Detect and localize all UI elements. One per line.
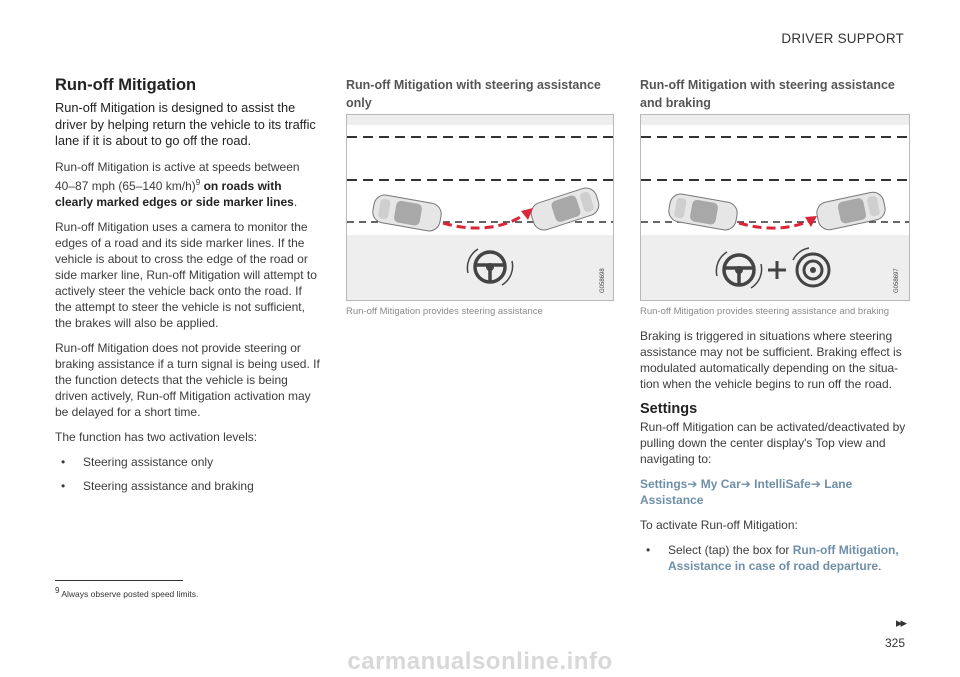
list-item [61,478,320,494]
levels-intro: The function has two activation levels: [55,429,258,444]
road-diagram [347,115,614,300]
select-option: Run-off Mitigation, Assistance in case of road departure [668,543,899,573]
footnote-ref: 9 [195,177,201,187]
path-step: Settings [640,477,688,491]
page-number: 325 [884,636,905,650]
figure-code: G058698 [600,268,606,293]
path-step: Lane Assistance [640,477,853,507]
section-heading: Run-off Mitigation with steering assistance only [346,78,601,110]
figure-code: G058697 [894,268,900,293]
road-diagram [641,115,909,300]
column-steering-braking [640,76,910,582]
speed-end: . [293,194,298,209]
settings-heading: Settings [640,401,698,417]
settings-paragraph: Run-off Mitigation can be activated/deactivated by pulling down the center display's Top view and navigating to: [640,420,906,466]
figure-caption: Run-off Mitigation provides steering assistance [346,306,543,317]
path-step: My Car [700,477,741,491]
steering-wheel-icon [467,249,512,285]
lead-paragraph: Run-off Mitigation is designed to assist the driver by helping return the vehicle to its traffic lane if it is about to go off the road. [55,100,316,148]
plus-icon [768,261,786,279]
section-heading: Run-off Mitigation with steering assistance and braking [640,78,895,110]
column-steering-only [346,76,614,332]
select-end: . [878,559,882,573]
speed-text: Run-off Mitigation is active at speeds between 40–87 mph (65–140 km/h) [55,159,300,193]
select-text: Select (tap) the box for [668,543,793,557]
arrow-right-icon: ➔ [810,477,821,491]
turn-signal-paragraph: Run-off Mitigation does not provide steering or braking assistance if a turn signal is being used. If the function detects that the vehicle is being driven actively, Run-off Mitigation activation may be delayed for a short time. [55,340,320,419]
speed-paragraph [55,159,320,210]
footnote-divider [55,580,183,581]
braking-paragraph: Braking is triggered in situations where steering assistance may not be sufficient. Braking effect is modulated automatically depending on the situa-tion when the vehicle begins to run off the road. [640,329,902,391]
footnote [55,586,198,599]
column-intro [55,76,320,502]
bullet-icon: • [646,543,651,557]
watermark: carmanualsonline.info [347,648,613,675]
bullet-icon: • [61,478,66,493]
section-header: DRIVER SUPPORT [781,31,904,46]
list-item [61,454,320,470]
brake-disc-icon [793,248,829,286]
illustration-steering [346,114,614,301]
footnote-number: 9 [55,586,60,595]
figure-caption: Run-off Mitigation provides steering assistance and braking [640,306,890,317]
list-item-text: Steering assistance only [83,454,214,469]
camera-paragraph: Run-off Mitigation uses a camera to monitor the edges of a road and its side marker lines. If the vehicle is about to cross the edge of the road or side marker line, Run-off Mitigation will attempt to actively steer the vehicle back onto the road. If the attempt to steer the vehicle is not sufficient, the brakes will also be applied. [55,219,317,330]
list-item [646,542,910,574]
page-title: Run-off Mitigation [55,76,197,94]
illustration-steering-braking [640,114,910,301]
footnote-text: Always observe posted speed limits. [61,588,199,599]
arrow-right-icon: ➔ [687,477,698,491]
steering-wheel-icon [716,252,761,288]
path-step: IntelliSafe [754,477,811,491]
speed-bold: on roads with clearly marked edges or side marker lines [55,178,294,209]
activate-paragraph: To activate Run-off Mitigation: [640,518,798,532]
list-item-text: Steering assistance and braking [83,478,254,493]
continue-arrows-icon: ▸▸ [895,615,905,630]
bullet-icon: • [61,454,66,469]
arrow-right-icon: ➔ [740,477,751,491]
list-item-text [668,542,910,574]
settings-path [640,476,910,508]
